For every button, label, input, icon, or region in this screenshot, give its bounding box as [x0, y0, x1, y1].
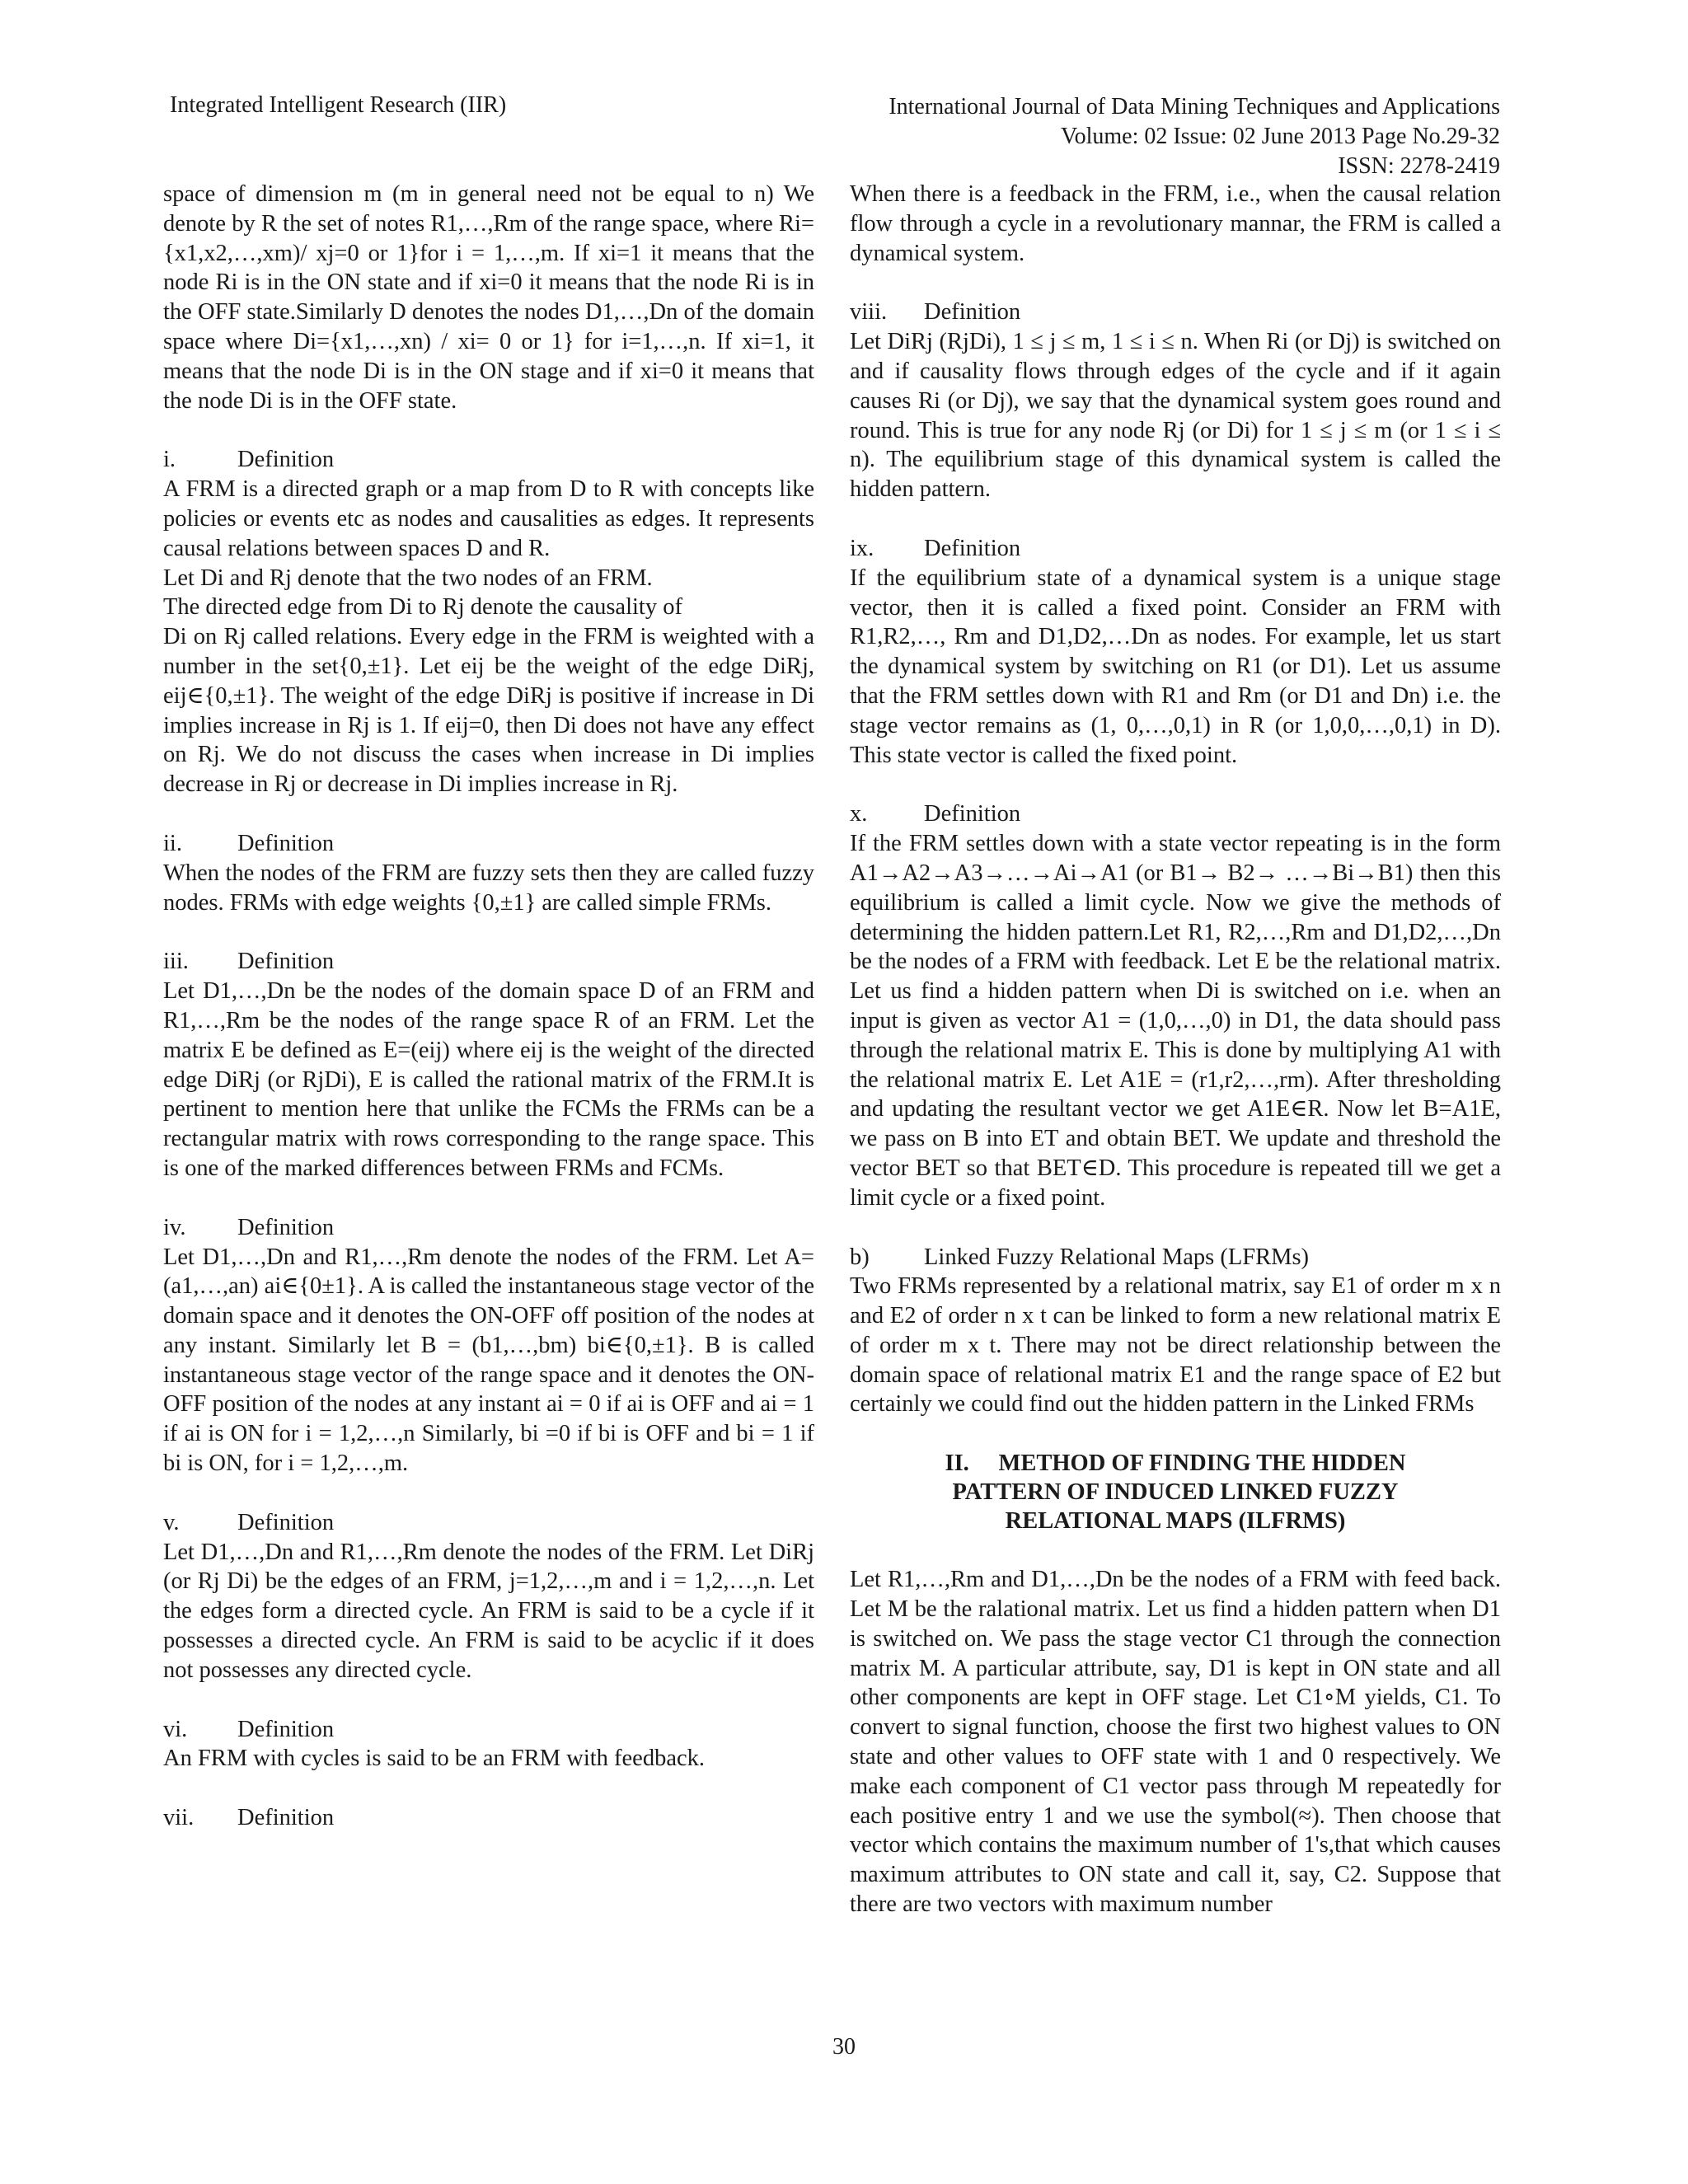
header-right [889, 92, 1500, 181]
definition-text-i: A FRM is a directed graph or a map from D to R with concepts like policies or events etc as nodes and causalities as edges. It represents causal relations between spaces D and R. [163, 476, 814, 561]
left-column [163, 180, 814, 1833]
issn: ISSN: 2278-2419 [1338, 153, 1500, 179]
page-number: 30 [832, 2034, 856, 2060]
definition-heading-iii: iii. Definition [163, 949, 335, 975]
definition-heading-ii: ii. Definition [163, 830, 335, 856]
feedback-paragraph: When there is a feedback in the FRM, i.e., when the causal relation flow through a cycle in a revolutionary mannar, the FRM is called a dynamical system. [850, 181, 1501, 266]
definition-text-iii: Let D1,…,Dn be the nodes of the domain space D of an FRM and R1,…,Rm be the nodes of the range space R of an FRM. Let the matrix E be defined as E=(eij) where eij is the weight of the directed edge DiRj (or RjDi), E is called the rational matrix of the FRM.It is pertinent to mention here that unlike the FCMs the FRMs can be a rectangular matrix with rows corresponding to the range space. This is one of the marked differences between FRMs and FCMs. [163, 978, 814, 1181]
definition-heading-vi: vi. Definition [163, 1716, 335, 1742]
definition-text-v: Let D1,…,Dn and R1,…,Rm denote the nodes of the FRM. Let DiRj (or Rj Di) be the edges of an FRM, j=1,2,…,m and i = 1,2,…,n. Let the edges form a directed cycle. An FRM is said to be a cycle if it possesses a directed cycle. An FRM is said to be acyclic if it does not possesses any directed cycle. [163, 1539, 814, 1683]
section-heading-line2: PATTERN OF INDUCED LINKED FUZZY [952, 1479, 1399, 1506]
definition-heading-i: i. Definition [163, 447, 335, 473]
definition-heading-vii: vii. Definition [163, 1805, 335, 1831]
subsection-text-b: Two FRMs represented by a relational matrix, say E1 of order m x n and E2 of order n x t can be linked to form a new relational matrix E of order m x t. There may not be direct relationship between the domain space of relational matrix E1 and the range space of E2 but certainly we could find out the hidden pattern in the Linked FRMs [850, 1273, 1501, 1418]
intro-paragraph: space of dimension m (m in general need not be equal to n) We denote by R the set of notes R1,…,Rm of the range space, where Ri={x1,x2,…,xm)/ xj=0 or 1}for i = 1,…,m. If xi=1 it means that the node Ri is in the ON state and if xi=0 it means that the node Ri is in the OFF state.Similarly D denotes the nodes D1,…,Dn of the domain space where Di={x1,…,xn) / xi= 0 or 1} for i=1,…,n. If xi=1, it means that the node Di is in the ON stage and if xi=0 it means that the node Di is in the OFF state. [163, 181, 814, 414]
definition-text-i-4: Di on Rj called relations. Every edge in the FRM is weighted with a number in the set{0,±1}. Let eij be the weight of the edge DiRj, eij∈{0,±1}. The weight of the edge DiRj is positive if increase in Di implies increase in Rj is 1. If eij=0, then Di does not have any effect on Rj. We do not discuss the cases when increase in Di implies decrease in Rj or decrease in Di implies increase in Rj. [163, 624, 814, 798]
journal-name: International Journal of Data Mining Techniques and Applications [889, 94, 1500, 120]
definition-heading-v: v. Definition [163, 1509, 335, 1535]
definition-text-x: If the FRM settles down with a state vector repeating is in the form A1→A2→A3→…→Ai→A1 (or B1→ B2→ …→Bi→B1) then this equilibrium is called a limit cycle. Now we give the methods of determining the hidden pattern.Let R1, R2,…,Rm and D1,D2,…,Dn be the nodes of a FRM with feedback. Let E be the relational matrix. Let us find a hidden pattern when Di is switched on i.e. when an input is given as vector A1 = (1,0,…,0) in D1, the data should pass through the relational matrix E. This is done by multiplying A1 with the relational matrix E. Let A1E = (r1,r2,…,rm). After thresholding and updating the resultant vector we get A1E∈R. Now let B=A1E, we pass on B into ET and obtain BET. We update and threshold the vector BET so that BET∈D. This procedure is repeated till we get a limit cycle or a fixed point. [850, 831, 1501, 1211]
definition-text-viii: Let DiRj (RjDi), 1 ≤ j ≤ m, 1 ≤ i ≤ n. When Ri (or Dj) is switched on and if causality flows through edges of the cycle and if it again causes Ri (or Dj), we say that the dynamical system goes round and round. This is true for any node Rj (or Di) for 1 ≤ j ≤ m (or 1 ≤ i ≤ n). The equilibrium stage of this dynamical system is called the hidden pattern. [850, 329, 1501, 503]
definition-heading-iv: iv. Definition [163, 1214, 335, 1240]
definition-text-vi: An FRM with cycles is said to be an FRM with feedback. [163, 1746, 706, 1772]
header-left: Integrated Intelligent Research (IIR) [170, 92, 507, 118]
section-text: Let R1,…,Rm and D1,…,Dn be the nodes of a FRM with feed back. Let M be the ralational matrix. Let us find a hidden pattern when D1 is switched on. We pass the stage vector C1 through the connection matrix M. A particular attribute, say, D1 is kept in ON state and all other components are kept in OFF stage. Let C1∘M yields, C1. To convert to signal function, choose the first two highest values to ON state and other values to OFF state with 1 and 0 respectively. We make each component of C1 vector pass through M repeatedly for each positive entry 1 and we use the symbol(≈). Then choose that vector which contains the maximum number of 1's,that which causes maximum attributes to ON state and call it, say, C2. Suppose that there are two vectors with maximum number [850, 1567, 1501, 1918]
subsection-heading-b: b) Linked Fuzzy Relational Maps (LFRMs) [850, 1244, 1310, 1270]
definition-heading-viii: viii. Definition [850, 299, 1021, 326]
definition-heading-ix: ix. Definition [850, 535, 1021, 561]
definition-text-ix: If the equilibrium state of a dynamical system is a unique stage vector, then it is called a fixed point. Consider an FRM with R1,R2,…, Rm and D1,D2,…Dn as nodes. For example, let us start the dynamical system by switching on R1 (or D1). Let us assume that the FRM settles down with R1 and Rm (or D1 and Dn) i.e. the stage vector remains as (1, 0,…,0,1) in R (or 1,0,0,…,0,1) in D). This state vector is called the fixed point. [850, 565, 1501, 768]
section-heading: II. METHOD OF FINDING THE HIDDEN [945, 1451, 1406, 1477]
section-heading-line3: RELATIONAL MAPS (ILFRMS) [1005, 1508, 1346, 1535]
definition-text-i-3: The directed edge from Di to Rj denote the causality of [163, 594, 682, 621]
definition-text-ii: When the nodes of the FRM are fuzzy sets then they are called fuzzy nodes. FRMs with edge weights {0,±1} are called simple FRMs. [163, 860, 814, 916]
definition-text-iv: Let D1,…,Dn and R1,…,Rm denote the nodes of the FRM. Let A=(a1,…,an) ai∈{0±1}. A is called the instantaneous stage vector of the domain space and it denotes the ON-OFF off position of the nodes at any instant. Similarly let B = (b1,…,bm) bi∈{0,±1}. B is called instantaneous stage vector of the range space and it denotes the ON-OFF position of the nodes at any instant ai = 0 if ai is OFF and ai = 1 if ai is ON for i = 1,2,…,n Similarly, bi =0 if bi is OFF and bi = 1 if bi is ON, for i = 1,2,…,m. [163, 1244, 814, 1477]
volume-info: Volume: 02 Issue: 02 June 2013 Page No.29-32 [1061, 124, 1500, 149]
definition-heading-x: x. Definition [850, 801, 1021, 827]
right-column [850, 180, 1501, 1919]
definition-text-i-2: Let Di and Rj denote that the two nodes of an FRM. [163, 565, 653, 591]
